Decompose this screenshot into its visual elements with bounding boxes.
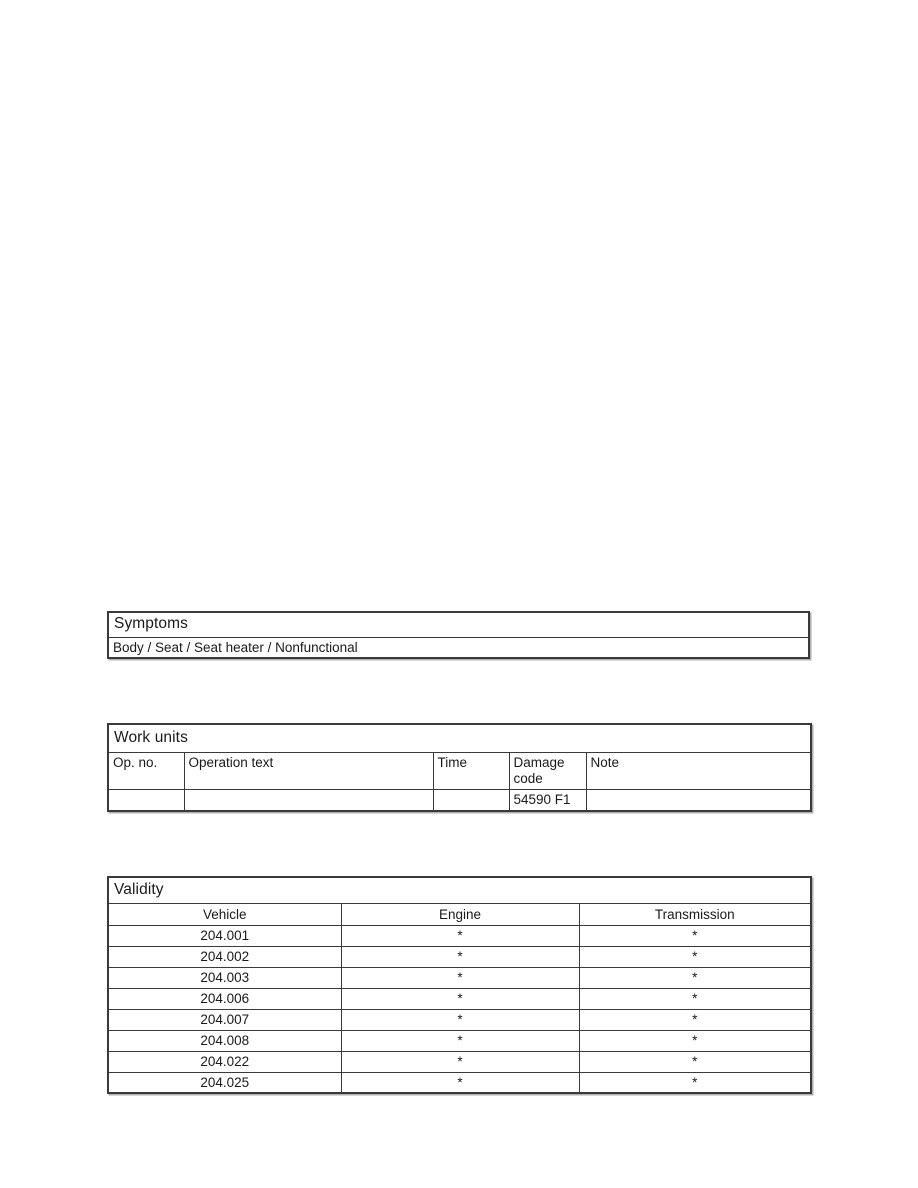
cell-engine: * — [341, 1009, 579, 1030]
cell-vehicle: 204.007 — [108, 1009, 341, 1030]
validity-row — [108, 967, 811, 988]
col-header-op-no: Op. no. — [108, 752, 184, 789]
col-header-damage-code: Damage code — [509, 752, 586, 789]
validity-row — [108, 1072, 811, 1093]
col-header-transmission: Transmission — [579, 903, 811, 925]
validity-row — [108, 925, 811, 946]
validity-row — [108, 1009, 811, 1030]
work-units-title-row — [108, 724, 811, 752]
validity-title-row — [108, 877, 811, 903]
cell-transmission: * — [579, 1072, 811, 1093]
cell-vehicle: 204.022 — [108, 1051, 341, 1072]
cell-vehicle: 204.001 — [108, 925, 341, 946]
validity-row — [108, 988, 811, 1009]
cell-transmission: * — [579, 988, 811, 1009]
symptoms-title: Symptoms — [108, 612, 809, 637]
cell-vehicle: 204.008 — [108, 1030, 341, 1051]
cell-engine: * — [341, 946, 579, 967]
cell-damage-code: 54590 F1 — [509, 789, 586, 811]
col-header-note: Note — [586, 752, 811, 789]
cell-transmission: * — [579, 1009, 811, 1030]
cell-engine: * — [341, 967, 579, 988]
cell-vehicle: 204.025 — [108, 1072, 341, 1093]
cell-engine: * — [341, 1072, 579, 1093]
symptom-row — [108, 637, 809, 658]
cell-transmission: * — [579, 1051, 811, 1072]
cell-transmission: * — [579, 946, 811, 967]
validity-row — [108, 946, 811, 967]
work-units-data-row — [108, 789, 811, 811]
validity-row — [108, 1030, 811, 1051]
cell-vehicle: 204.003 — [108, 967, 341, 988]
col-header-operation-text: Operation text — [184, 752, 433, 789]
work-units-title: Work units — [108, 724, 811, 752]
cell-engine: * — [341, 1051, 579, 1072]
cell-note — [586, 789, 811, 811]
validity-row — [108, 1051, 811, 1072]
cell-transmission: * — [579, 925, 811, 946]
cell-engine: * — [341, 988, 579, 1009]
cell-engine: * — [341, 925, 579, 946]
validity-header-row — [108, 903, 811, 925]
cell-operation-text — [184, 789, 433, 811]
cell-transmission: * — [579, 1030, 811, 1051]
cell-time — [433, 789, 509, 811]
symptom-text: Body / Seat / Seat heater / Nonfunctional — [108, 637, 809, 658]
cell-op-no — [108, 789, 184, 811]
symptoms-title-row — [108, 612, 809, 637]
cell-vehicle: 204.002 — [108, 946, 341, 967]
col-header-time: Time — [433, 752, 509, 789]
col-header-engine: Engine — [341, 903, 579, 925]
cell-engine: * — [341, 1030, 579, 1051]
symptoms-table — [107, 611, 810, 659]
cell-transmission: * — [579, 967, 811, 988]
work-units-header-row — [108, 752, 811, 789]
validity-table — [107, 876, 812, 1094]
validity-title: Validity — [108, 877, 811, 903]
work-units-table — [107, 723, 812, 812]
col-header-vehicle: Vehicle — [108, 903, 341, 925]
cell-vehicle: 204.006 — [108, 988, 341, 1009]
